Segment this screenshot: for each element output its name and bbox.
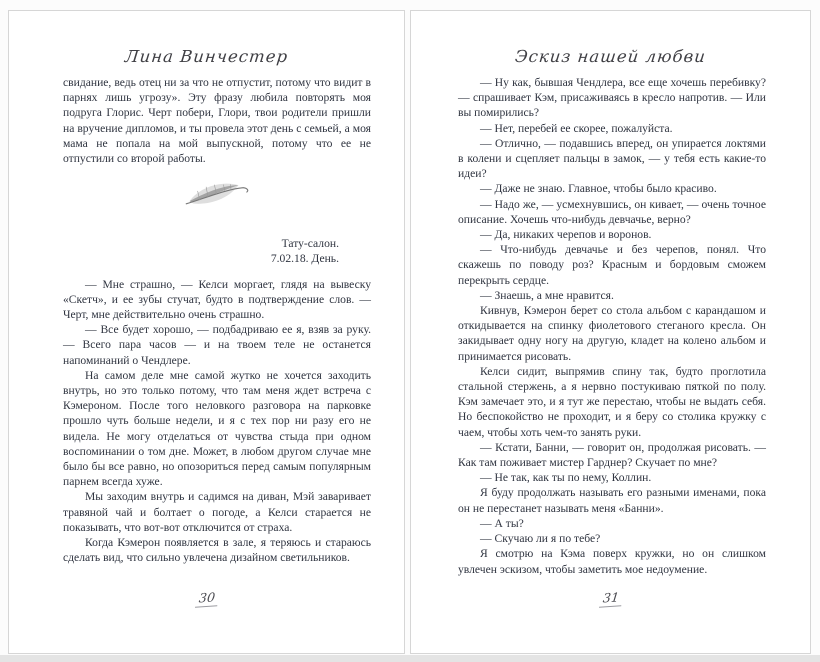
paragraph: — Кстати, Банни, — говорит он, продолжая рисовать. — Как там поживает мистер Гарднер? Скучает по мне? [458, 440, 766, 470]
dateline-line: 7.02.18. День. [270, 252, 339, 266]
paragraph: На самом деле мне самой жутко не хочется заходить внутрь, но это только потому, что там меня ждет встреча с Кэмероном. После того неловкого разговора на парковке прошло чуть больше недели, и я с тех пор ни разу его не видела. Не могу отделаться от чувства стыда при одном воспоминании о том дне. Может, в любом другом случае мне было бы все равно, но опозориться перед самым популярным парнем всегда хуже. [63, 368, 371, 489]
paragraph: — Все будет хорошо, — подбадриваю ее я, взяв за руку. — Всего пара часов — и на твоем теле не останется напоминаний о Чендлере. [63, 323, 371, 367]
paragraph: — Надо же, — усмехнувшись, он кивает, — очень точное описание. Хочешь что-нибудь девчачье, верно? [458, 197, 766, 226]
page-number-left [8, 590, 406, 607]
paragraph: — Отлично, — подавшись вперед, он упирается локтями в колени и сцепляет пальцы в замок, — у тебя есть какие-то идеи? [458, 136, 766, 181]
running-head-title: Эскиз нашей любви [514, 47, 707, 66]
paragraph: — А ты? [480, 516, 524, 530]
paragraph: — Да, никаких черепов и воронов. [480, 228, 652, 242]
dateline [63, 236, 371, 266]
paragraph: Когда Кэмерон появляется в зале, я теряюсь и стараюсь сделать вид, что сильно увлечена дизайном светильников. [63, 536, 371, 565]
right-page[interactable] [410, 10, 811, 654]
left-page-text [9, 75, 404, 565]
paragraph: Я буду продолжать называть его разными именами, пока он не перестанет называть меня «Банни». [458, 486, 766, 515]
paragraph: — Что-нибудь девчачье и без черепов, понял. Что скажешь по поводу роз? Красным и бордовым сможем перекрыть сердце. [458, 243, 766, 287]
left-page[interactable] [8, 10, 405, 654]
paragraph: — Знаешь, а мне нравится. [480, 288, 614, 302]
page-number-right [410, 590, 812, 607]
right-page-text [411, 75, 810, 577]
feather-icon [182, 176, 252, 220]
page-stack-shadow [0, 655, 820, 662]
paragraph: свидание, ведь отец ни за что не отпустит, потому что видит в парнях лишь угрозу». Эту фразу любила повторять моя подруга Глорис. Черт побери, Глори, твои родители пришли на вручение дипломов, и ты провела этот день с семьей, а моя мама не попала на мой выпускной, потому что ее не отпустили со второй работы. [63, 76, 371, 166]
paragraph: Келси сидит, выпрямив спину так, будто проглотила стальной стержень, а я нервно постукиваю пяткой по полу. Кэм замечает это, и я тут же перестаю, чтобы не выдать себя. Но беспокойство не проходит, и я беру со столика кружку с чаем, чтобы хоть чем-то занять руки. [458, 364, 766, 439]
paragraph: — Скучаю ли я по тебе? [480, 532, 601, 546]
page-number-right-value: 31 [599, 589, 623, 607]
paragraph: — Ну как, бывшая Чендлера, все еще хочешь перебивку? — спрашивает Кэм, присаживаясь в кресло напротив. — Или вы помирились? [458, 76, 766, 120]
paragraph: — Нет, перебей ее скорее, пожалуйста. [480, 121, 673, 135]
paragraph: Мы заходим внутрь и садимся на диван, Мэй заваривает травяной чай и болтает о погоде, а Келси старается не показывать, что вот-вот отключится от страха. [63, 490, 371, 534]
page-number-left-value: 30 [195, 589, 219, 607]
running-head-author: Лина Винчестер [123, 47, 290, 66]
paragraph: — Мне страшно, — Келси моргает, глядя на вывеску «Скетч», и ее зубы стучат, будто в подтверждение слов. — Черт, мне действительно очень страшно. [63, 277, 371, 322]
paragraph: Кивнув, Кэмерон берет со стола альбом с карандашом и откидывается на спинку фиолетового стеганого кресла. Он закидывает одну ногу на другую, кладет на колено альбом и принимается рисовать. [458, 304, 766, 363]
paragraph: Я смотрю на Кэма поверх кружки, но он слишком увлечен эскизом, чтобы заметить мое недоумение. [458, 547, 766, 576]
paragraph: — Даже не знаю. Главное, чтобы было красиво. [480, 182, 717, 196]
feather-divider [63, 176, 371, 222]
paragraph: — Не так, как ты по нему, Коллин. [480, 471, 652, 485]
dateline-line: Тату-салон. [281, 237, 339, 251]
